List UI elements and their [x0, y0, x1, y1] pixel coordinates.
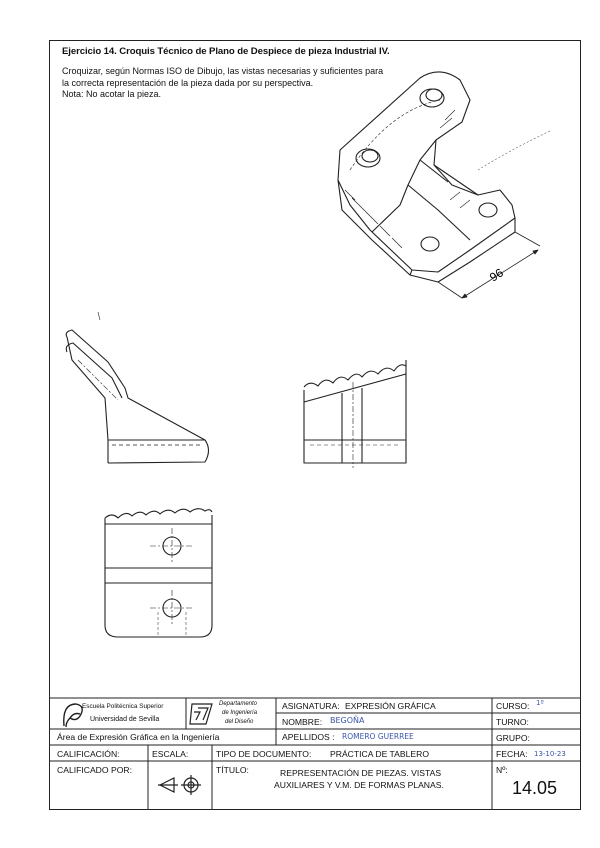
nombre-value: BEGOÑA — [330, 716, 365, 725]
grupo-label: GRUPO: — [496, 733, 530, 743]
university-logo — [64, 704, 83, 727]
profile-view — [304, 360, 406, 468]
department-logo — [190, 704, 212, 724]
school-name-line2: Universidad de Sevilla — [90, 716, 160, 723]
asignatura-value: EXPRESIÓN GRÁFICA — [345, 701, 436, 711]
plan-view — [105, 509, 212, 637]
tipo-documento-value: PRÁCTICA DE TABLERO — [330, 749, 430, 759]
numero-label: Nº: — [496, 765, 508, 775]
fecha-value: 13-10-23 — [534, 750, 566, 758]
nombre-label: NOMBRE: — [282, 717, 323, 727]
area-label: Área de Expresión Gráfica en la Ingeniería — [57, 732, 220, 742]
exercise-title: Ejercicio 14. Croquis Técnico de Plano de Despiece de pieza Industrial IV. — [62, 46, 390, 57]
turno-label: TURNO: — [496, 717, 529, 727]
fecha-label: FECHA: — [496, 749, 528, 759]
titulo-line1: REPRESENTACIÓN DE PIEZAS. VISTAS — [280, 768, 442, 778]
apellidos-value: ROMERO GUERREE — [342, 732, 414, 741]
tipo-documento-label: TIPO DE DOCUMENTO: — [216, 749, 312, 759]
calificado-label: CALIFICADO POR: — [57, 765, 132, 775]
dept-line3: del Diseño — [225, 719, 254, 725]
curso-value: 1º — [536, 699, 544, 707]
side-view — [66, 312, 208, 463]
apellidos-label: APELLIDOS : — [282, 732, 335, 742]
school-name-line1: Escuela Politécnica Superior — [82, 703, 164, 710]
escala-label: ESCALA: — [152, 749, 189, 759]
curso-label: CURSO: — [496, 701, 530, 711]
dimension-value: 96 — [487, 265, 506, 285]
dept-line1: Departamento — [219, 701, 258, 707]
titulo-line2: AUXILIARES Y V.M. DE FORMAS PLANAS. — [274, 780, 444, 790]
projection-symbol-icon — [158, 775, 201, 795]
exercise-instructions: Croquizar, según Normas ISO de Dibujo, las vistas necesarias y suficientes para la correcta representación de la pieza dada por su perspectiva. Nota: No acotar la pieza. — [62, 66, 384, 99]
asignatura-label: ASIGNATURA: — [282, 701, 340, 711]
calificacion-label: CALIFICACIÓN: — [57, 749, 120, 759]
dept-line2: de Ingeniería — [222, 710, 258, 716]
titulo-label: TÍTULO: — [216, 765, 249, 775]
numero-value: 14.05 — [512, 778, 558, 798]
perspective-view — [338, 72, 515, 285]
